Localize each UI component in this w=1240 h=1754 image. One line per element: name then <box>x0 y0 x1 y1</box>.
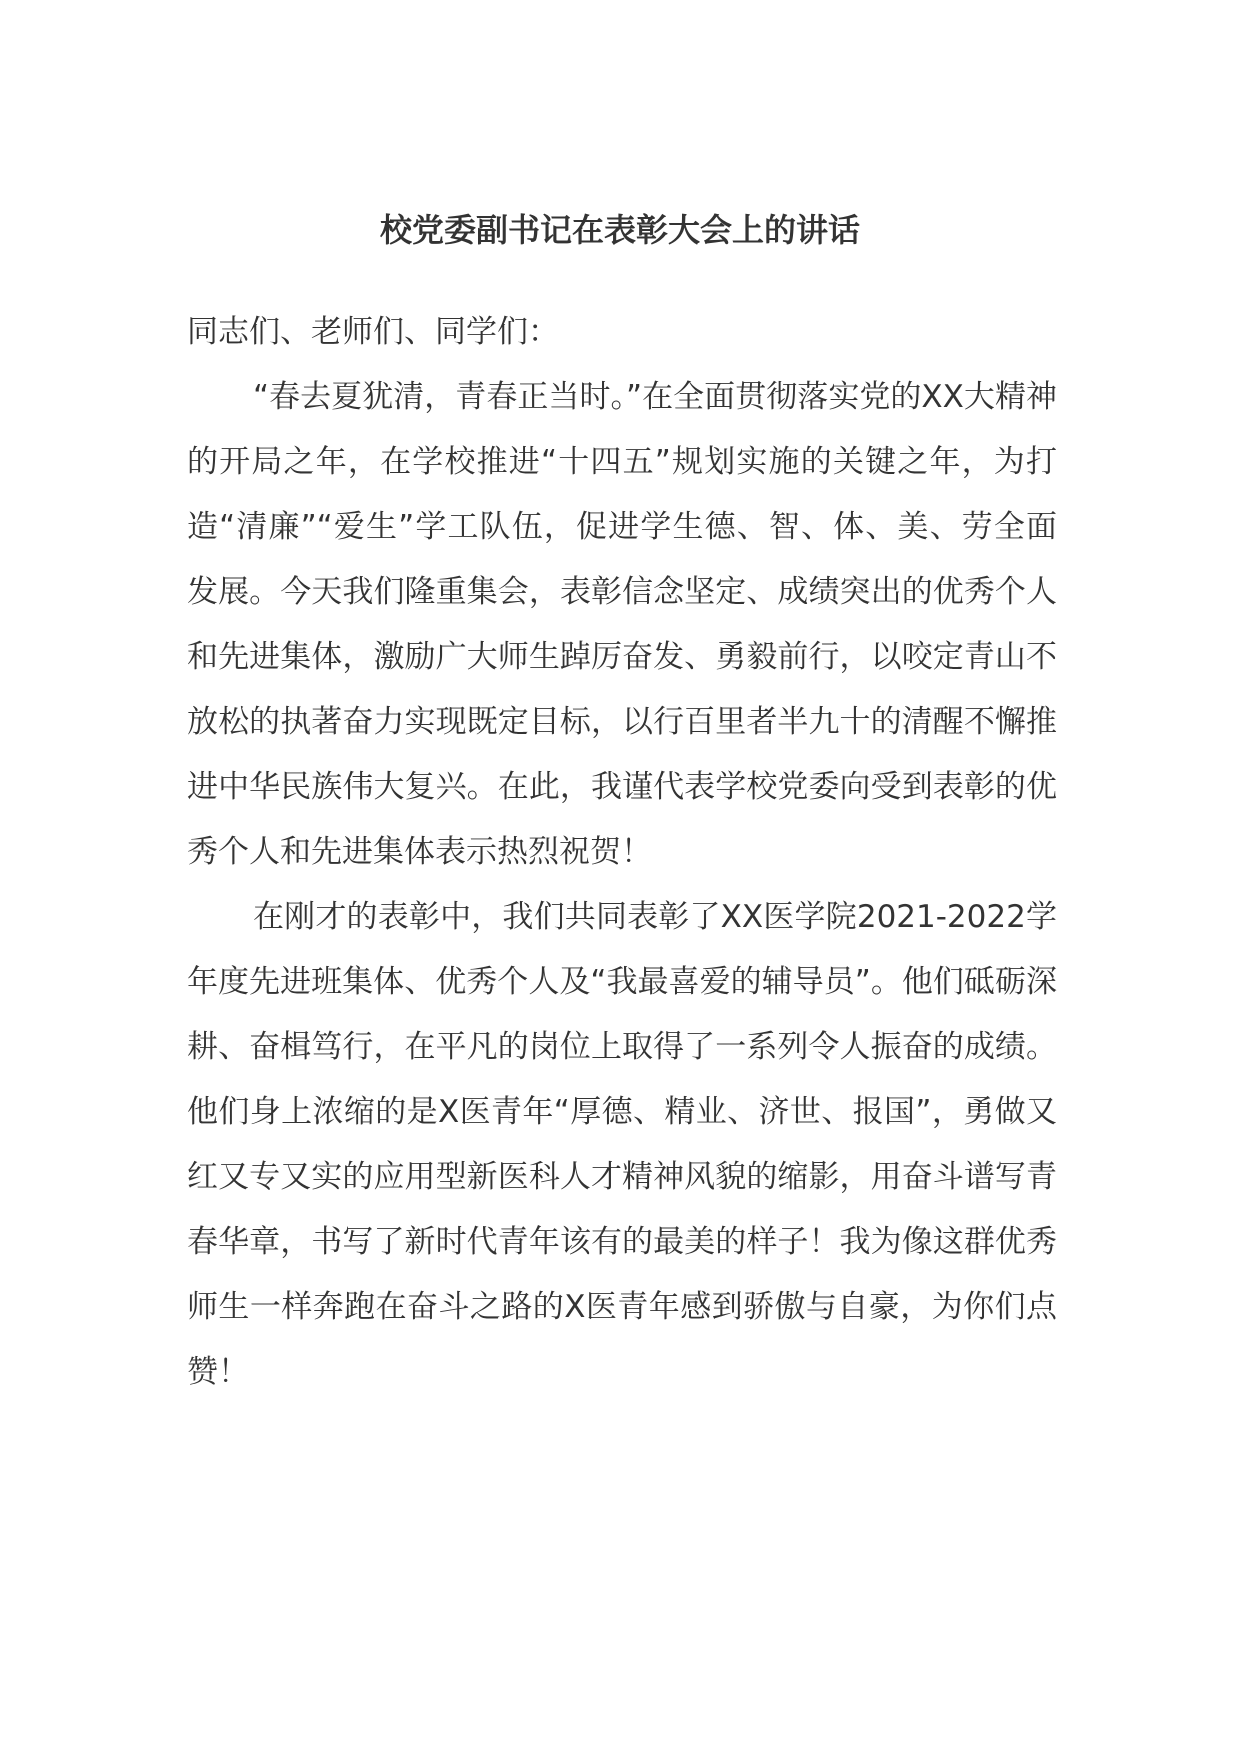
document-title: 校党委副书记在表彰大会上的讲话 <box>379 211 860 249</box>
document-body <box>187 300 1057 1405</box>
paragraph-2: 在刚才的表彰中，我们共同表彰了XX医学院2021-2022学年度先进班集体、优秀个人及“我最喜爱的辅导员”。他们砥砺深耕、奋楫笃行，在平凡的岗位上取得了一系列令人振奋的成绩。他们身上浓缩的是X医青年“厚德、精业、济世、报国”，勇做又红又专又实的应用型新医科人才精神风貌的缩影，用奋斗谱写青春华章，书写了新时代青年该有的最美的样子！我为像这群优秀师生一样奔跑在奋斗之路的X医青年感到骄傲与自豪，为你们点赞！ <box>187 899 1057 1390</box>
paragraph-1: “春去夏犹清，青春正当时。”在全面贯彻落实党的XX大精神的开局之年，在学校推进“十四五”规划实施的关键之年，为打造“清廉”“爱生”学工队伍，促进学生德、智、体、美、劳全面发展。今天我们隆重集会，表彰信念坚定、成绩突出的优秀个人和先进集体，激励广大师生踔厉奋发、勇毅前行，以咬定青山不放松的执著奋力实现既定目标，以行百里者半九十的清醒不懈推进中华民族伟大复兴。在此，我谨代表学校党委向受到表彰的优秀个人和先进集体表示热烈祝贺！ <box>187 379 1057 870</box>
salutation: 同志们、老师们、同学们： <box>187 314 559 350</box>
